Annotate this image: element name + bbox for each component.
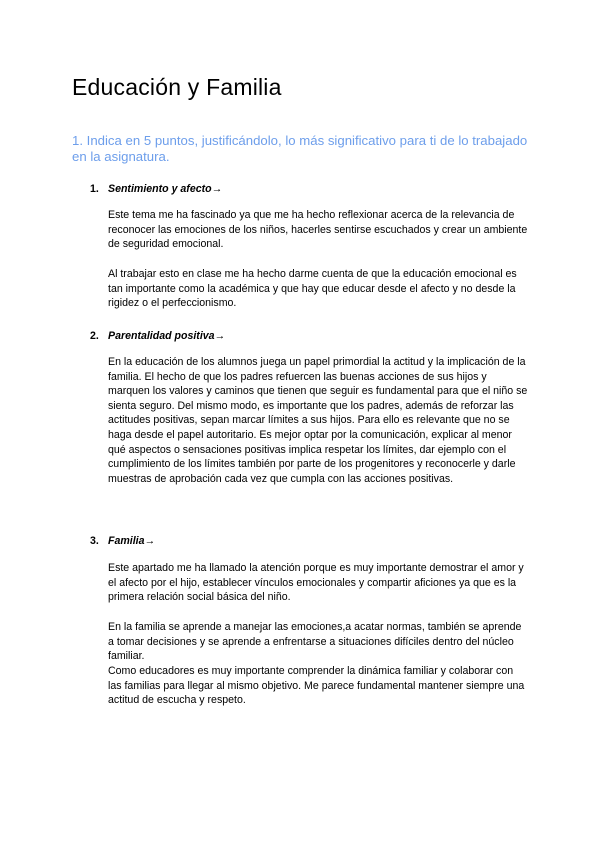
item-title: Familia→ bbox=[108, 535, 156, 547]
paragraph: Este tema me ha fascinado ya que me ha hecho reflexionar acerca de la relevancia de reconocer las emociones de los niños, hacerles sentirse escuchados y crear un ambiente de seguridad emocional. bbox=[108, 209, 528, 251]
item-title: Parentalidad positiva→ bbox=[108, 330, 226, 342]
item-heading-parentalidad bbox=[90, 329, 225, 343]
item-number: 1. bbox=[90, 183, 99, 195]
paragraph: En la familia se aprende a manejar las emociones,a acatar normas, también se aprende a tomar decisiones y se aprende a enfrentarse a situaciones difíciles dentro del núcleo familiar. bbox=[108, 621, 522, 663]
item-heading-familia bbox=[90, 534, 155, 548]
item-heading-sentimiento bbox=[90, 182, 222, 196]
item-title: Sentimiento y afecto→ bbox=[108, 183, 223, 195]
item-number: 2. bbox=[90, 330, 99, 342]
question-heading: 1. Indica en 5 puntos, justificándolo, lo más significativo para ti de lo trabajado en la asignatura. bbox=[72, 133, 528, 164]
paragraph: Como educadores es muy importante comprender la dinámica familiar y colaborar con las familias para llegar al mismo objetivo. Me parece fundamental mantener siempre una actitud de escucha y respeto. bbox=[108, 665, 525, 707]
item-number: 3. bbox=[90, 535, 99, 547]
paragraph: Al trabajar esto en clase me ha hecho darme cuenta de que la educación emocional es tan importante como la académica y que hay que educar desde el afecto y no desde la rigidez o el perfeccionismo. bbox=[108, 268, 517, 310]
paragraph: En la educación de los alumnos juega un papel primordial la actitud y la implicación de la familia. El hecho de que los padres refuercen las buenas acciones de sus hijos y marquen los valores y caminos que tienen que seguir es fundamental para que el niño se sienta seguro. Del mismo modo, es importante que los padres, además de reforzar las actitudes positivas, sepan marcar límites a sus hijos. Para ello es relevante que no se haga desde el papel autoritario. Es mejor optar por la comunicación, explicar al menor qué aspectos o sensaciones positivas implica respetar los límites, dar ejemplo con el cumplimiento de los límites también por parte de los progenitores y reconocerle y darle muestras de aprobación cada vez que cumpla con las acciones positivas. bbox=[108, 356, 528, 485]
paragraph: Este apartado me ha llamado la atención porque es muy importante demostrar el amor y el afecto por el hijo, establecer vínculos emocionales y compartir aficiones ya que es la primera relación social básica del niño. bbox=[108, 562, 524, 604]
document-title: Educación y Familia bbox=[72, 74, 282, 100]
